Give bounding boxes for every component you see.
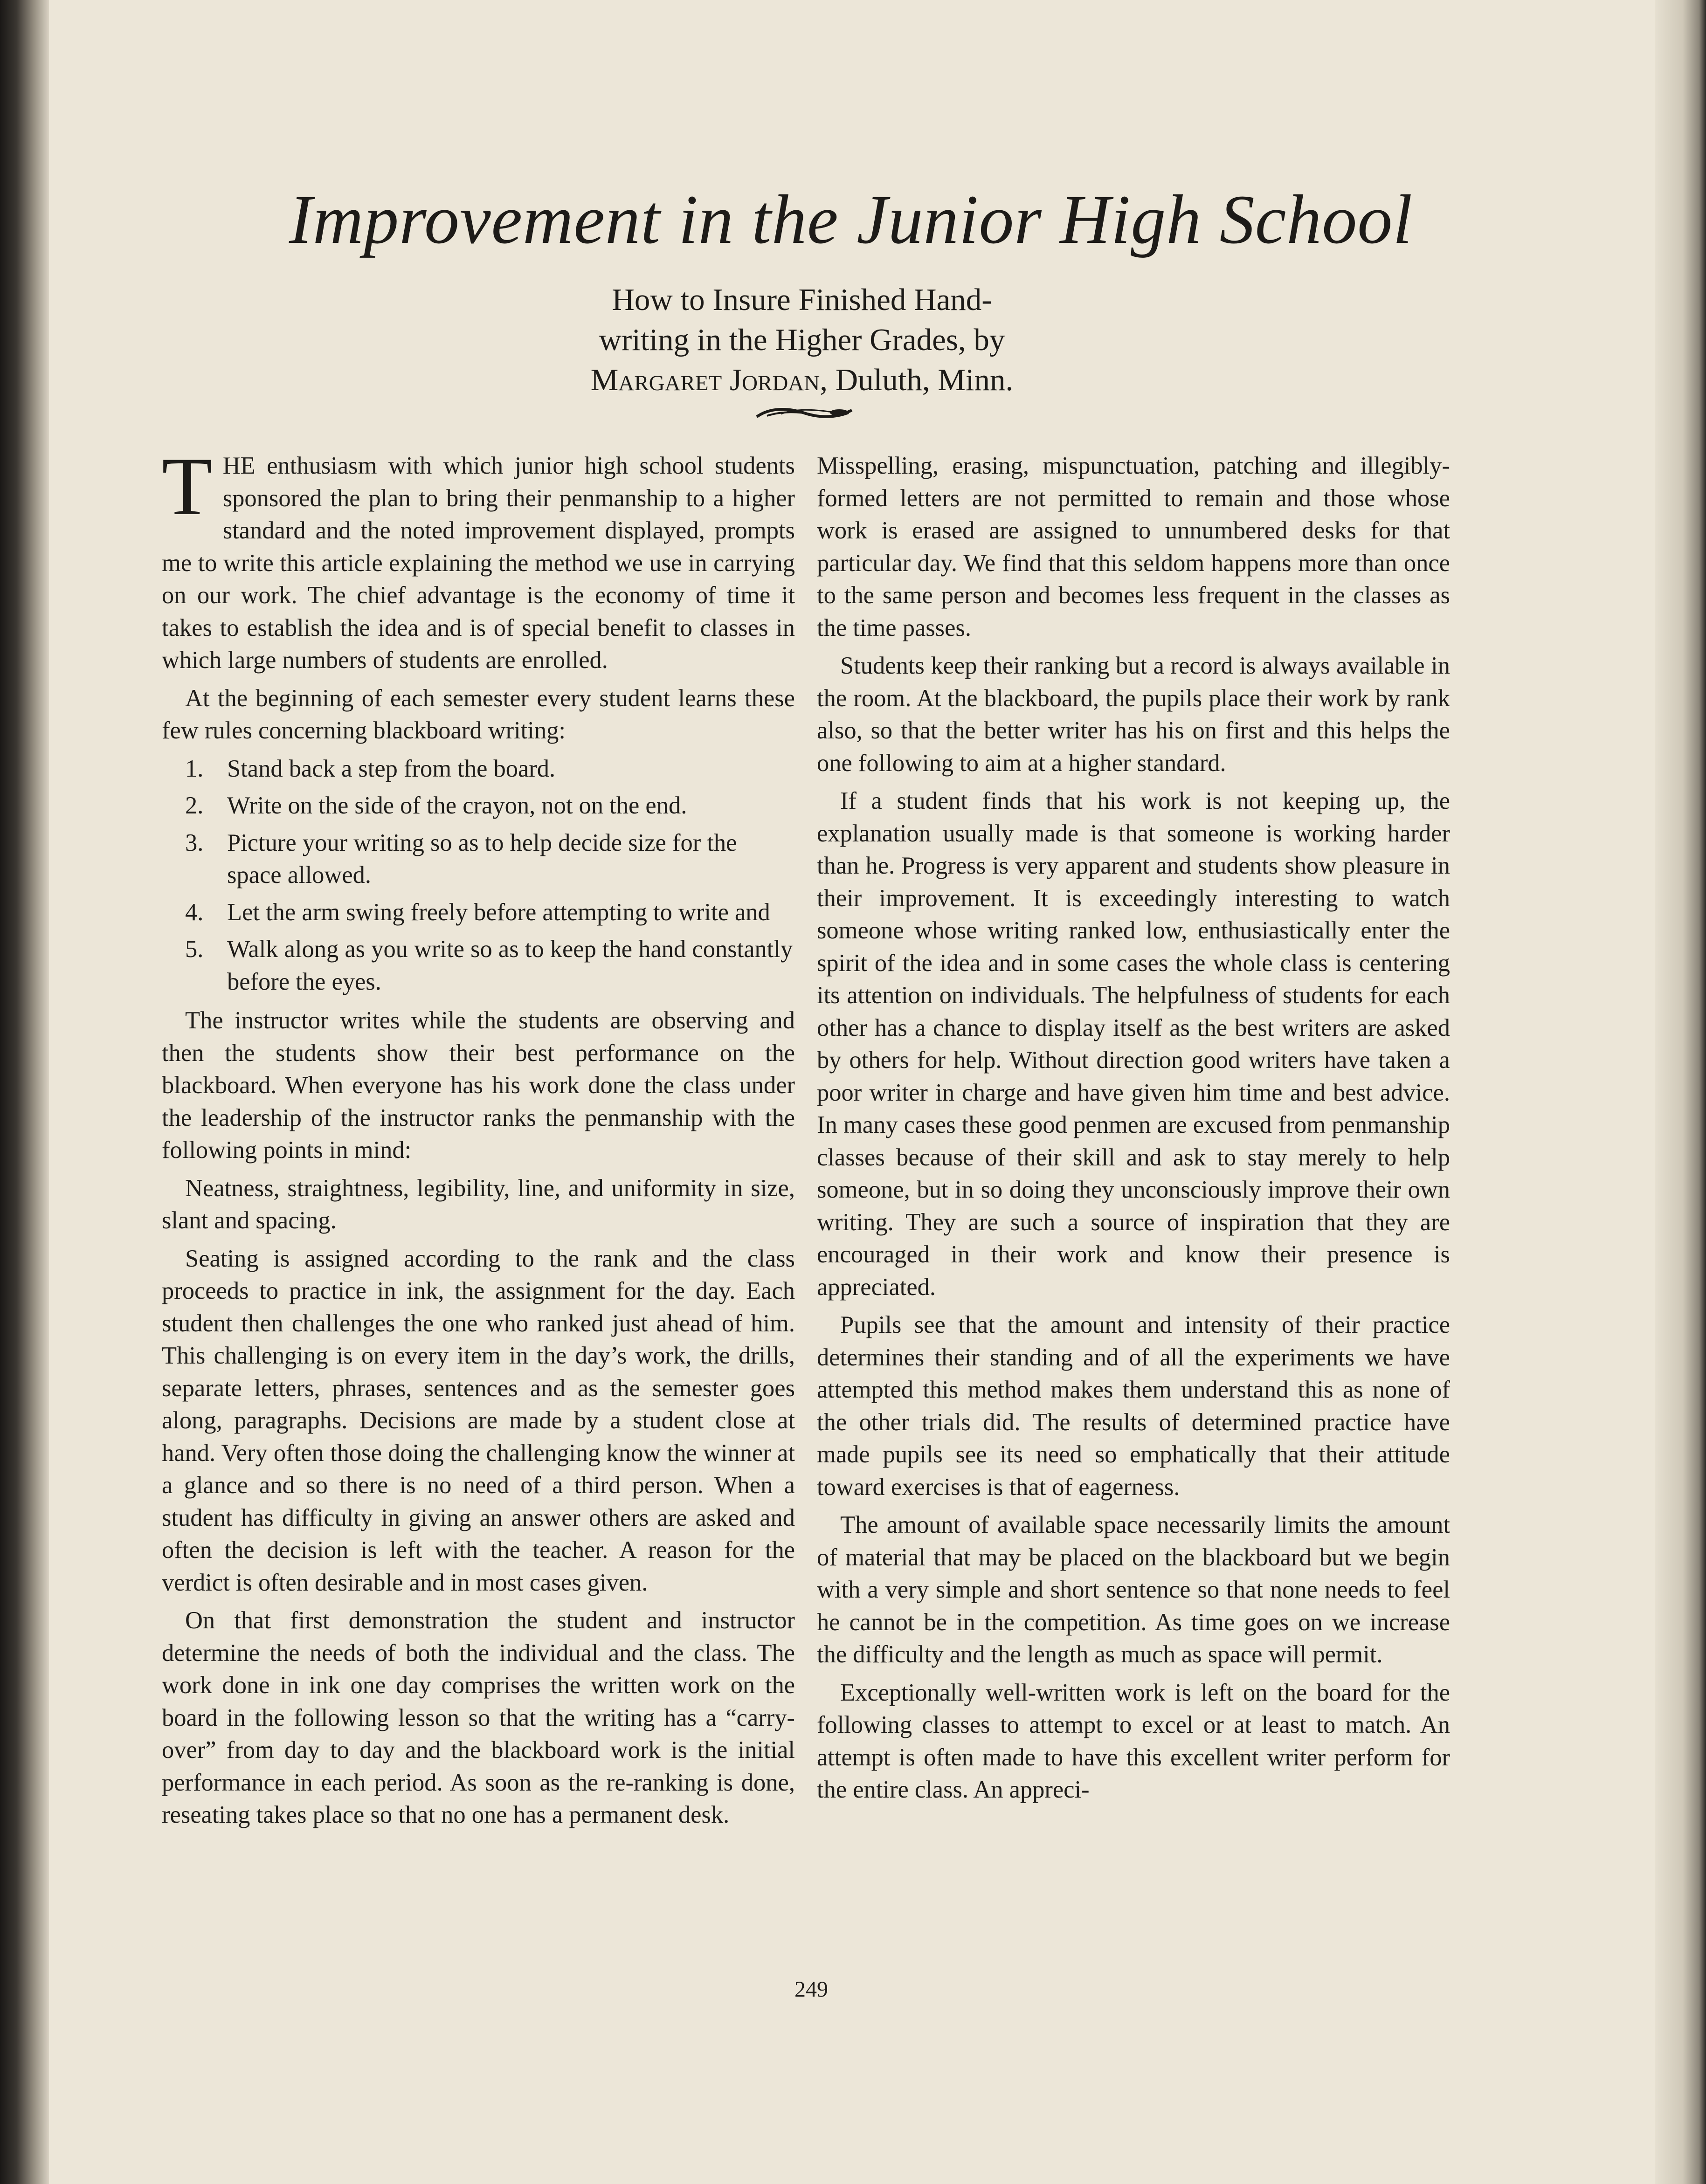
book-spine-shadow: [0, 0, 49, 2184]
list-item: 2. Write on the side of the crayon, not on the end.: [185, 792, 687, 819]
decorative-flourish-icon: [753, 405, 856, 423]
rules-list: [162, 753, 795, 999]
byline: [518, 360, 1086, 400]
paragraph: The instructor writes while the students are observing and then the students show their best performance on the blackboard. When everyone has his work done the class under the leadership of the instructor ranks the penmanship with the following points in mind:: [162, 1007, 795, 1164]
list-item: 5. Walk along as you write so as to keep the hand constantly before the eyes.: [185, 936, 793, 995]
paragraph: On that first demonstration the student and instructor determine the needs of both the individual and the class. The work done in ink one day comprises the written work on the board in the following lesson so that the writing has a “carry-over” from day to day and the blackboard work is the initial performance in each period. As soon as the re-ranking is done, reseating takes place so that no one has a permanent desk.: [162, 1607, 795, 1828]
list-item: 4. Let the arm swing freely before attempting to write and: [185, 898, 770, 926]
author-name: Margaret Jordan: [590, 363, 820, 397]
subtitle-line: writing in the Higher Grades, by: [599, 323, 1005, 357]
list-item: 1. Stand back a step from the board.: [185, 755, 556, 782]
subtitle-line: How to Insure Finished Hand-: [612, 282, 992, 317]
paragraph: Neatness, straightness, legibility, line, and uniformity in size, slant and spacing.: [162, 1174, 795, 1234]
list-item: 3. Picture your writing so as to help decide size for the space allowed.: [185, 829, 737, 889]
intro-paragraph: THE enthusiasm with which junior high school students sponsored the plan to bring their penmanship to a higher standard and the noted improvement displayed, prompts me to write this article explaining the method we use in carrying on our work. The chief advantage is the economy of time it takes to establish the idea and is of special benefit to classes in which large numbers of students are enrolled.: [162, 440, 795, 674]
paragraph: Exceptionally well-written work is left on the board for the following classes to attempt to excel or at least to match. An attempt is often made to have this excellent writer perform for the entire class. An appreci-: [817, 1679, 1450, 1803]
drop-cap: T: [162, 440, 213, 532]
paragraph: Misspelling, erasing, mispunctuation, patching and illegibly-formed letters are not permitted to remain and those whose work is erased are assigned to unnumbered desks for that particular day. We find that this seldom happens more than once to the same person and becomes less frequent in the classes as the time passes.: [817, 452, 1450, 641]
paragraph: Pupils see that the amount and intensity of their practice determines their standing and of all the experiments we have attempted this method makes them understand this as none of the other trials did. The results of determined practice have made pupils see its need so emphatically that their attitude toward exercises is that of eagerness.: [817, 1311, 1450, 1501]
paragraph: Seating is assigned according to the rank and the class proceeds to practice in ink, the assignment for the day. Each student then challenges the one who ranked just ahead of him. This challenging is on every item in the day’s work, the drills, separate letters, phrases, sentences and as the semester goes along, paragraphs. Decisions are made by a student close at hand. Very often those doing the challenging know the winner at a glance and so there is no need of a third person. When a student has difficulty in giving an answer others are asked and often the decision is left with the teacher. A reason for the verdict is often desirable and in most cases given.: [162, 1245, 795, 1596]
left-column: [162, 440, 795, 1837]
article-title: Improvement in the Junior High School: [289, 181, 1413, 258]
right-column: [817, 450, 1450, 1812]
paragraph: The amount of available space necessarily limits the amount of material that may be placed on the blackboard but we begin with a very simple and short sentence so that none needs to feel he cannot be in the competition. As time goes on we increase the difficulty and the length as much as space will permit.: [817, 1511, 1450, 1668]
paragraph: At the beginning of each semester every student learns these few rules concerning blackboard writing:: [162, 684, 795, 744]
article-subtitle: [518, 280, 1086, 400]
author-location: , Duluth, Minn.: [820, 363, 1014, 397]
paragraph: Students keep their ranking but a record is always available in the room. At the blackboard, the pupils place their work by rank also, so that the better writer has his on first and this helps the one following to aim at a higher standard.: [817, 652, 1450, 777]
page-number: 249: [794, 1977, 828, 2002]
page-edge-shadow: [1655, 0, 1706, 2184]
paragraph: If a student finds that his work is not keeping up, the explanation usually made is that someone is working harder than he. Progress is very apparent and students show pleasure in their improvement. It is exceedingly interesting to watch someone whose writing ranked low, enthusiastically enter the spirit of the idea and in some cases the whole class is centering its attention on individuals. The helpfulness of students for each other has a chance to display itself as the best writers are asked by others for help. Without direction good writers have taken a poor writer in charge and have given him time and best advice. In many cases these good penmen are excused from penmanship classes because of their skill and ask to stay merely to help someone, but in so doing they unconsciously improve their own writing. They are such a source of inspiration that they are encouraged in their work and know their presence is appreciated.: [817, 787, 1450, 1301]
